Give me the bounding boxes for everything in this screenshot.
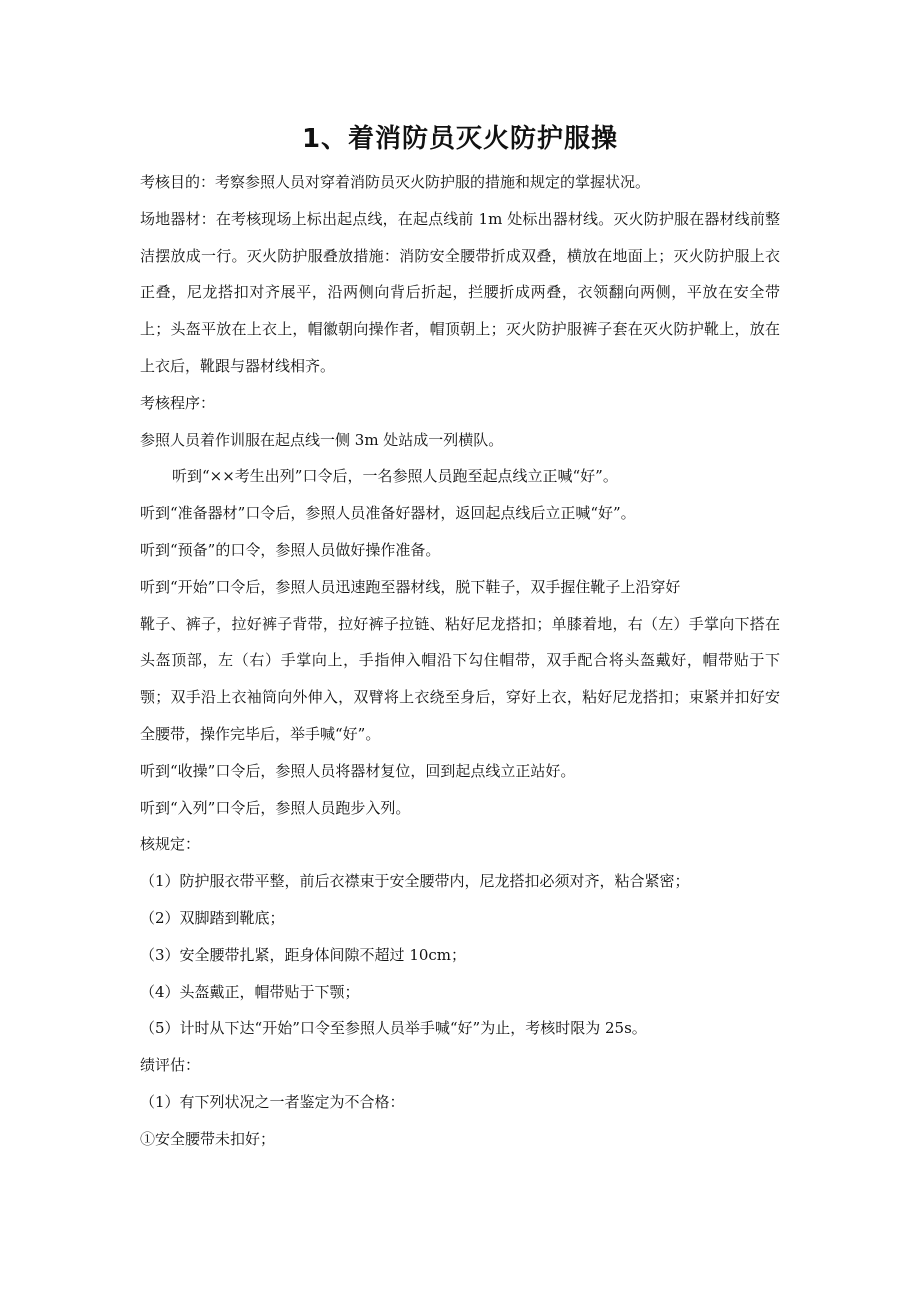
evaluation-item: （1）有下列状况之一者鉴定为不合格： bbox=[140, 1092, 405, 1111]
procedure-step: 听到“收操”口令后，参照人员将器材复位，回到起点线立正站好。 bbox=[140, 761, 576, 780]
document-body bbox=[140, 164, 780, 1158]
heading-procedure: 考核程序： bbox=[140, 393, 216, 412]
procedure-step: 靴子、裤子，拉好裤子背带，拉好裤子拉链、粘好尼龙搭扣；单膝着地，右（左）手掌向下搭在头盔顶部，左（右）手掌向上，手指伸入帽沿下勾住帽带，双手配合将头盔戴好，帽带贴于下颚；双手沿上衣袖筒向外伸入，双臂将上衣绕至身后，穿好上衣，粘好尼龙搭扣；束紧并扣好安全腰带，操作完毕后，举手喊“好”。 bbox=[140, 614, 780, 743]
procedure-step: 听到“预备”的口令，参照人员做好操作准备。 bbox=[140, 540, 441, 559]
page-title: 1、着消防员灭火防护服操 bbox=[301, 124, 619, 154]
procedure-step: 听到“入列”口令后，参照人员跑步入列。 bbox=[140, 798, 411, 817]
procedure-step: 听到“××考生出列”口令后，一名参照人员跑至起点线立正喊“好”。 bbox=[172, 467, 618, 486]
rule-item: （2）双脚踏到靴底； bbox=[140, 908, 285, 927]
heading-evaluation: 绩评估： bbox=[140, 1056, 201, 1075]
rule-item: （3）安全腰带扎紧，距身体间隙不超过 10cm； bbox=[140, 945, 467, 964]
rule-item: （4）头盔戴正，帽带贴于下颚； bbox=[140, 982, 360, 1001]
heading-rules: 核规定： bbox=[140, 835, 201, 854]
rule-item: （1）防护服衣带平整，前后衣襟束于安全腰带内，尼龙搭扣必须对齐，粘合紧密； bbox=[140, 872, 690, 891]
paragraph-venue-equipment: 场地器材：在考核现场上标出起点线，在起点线前 1m 处标出器材线。灭火防护服在器材线前整洁摆放成一行。灭火防护服叠放措施：消防安全腰带折成双叠，横放在地面上；灭火防护服上衣正叠，尼龙搭扣对齐展平，沿两侧向背后折起，拦腰折成两叠，衣领翻向两侧，平放在安全带上；头盔平放在上衣上，帽徽朝向操作者，帽顶朝上；灭火防护服裤子套在灭火防护靴上，放在上衣后，靴跟与器材线相齐。 bbox=[140, 209, 780, 375]
evaluation-item: ①安全腰带未扣好； bbox=[140, 1129, 276, 1148]
paragraph-purpose: 考核目的：考察参照人员对穿着消防员灭火防护服的措施和规定的掌握状况。 bbox=[140, 173, 651, 191]
rule-item: （5）计时从下达“开始”口令至参照人员举手喊“好”为止，考核时限为 25s。 bbox=[140, 1019, 647, 1038]
procedure-step: 参照人员着作训服在起点线一侧 3m 处站成一列横队。 bbox=[140, 430, 504, 449]
procedure-step: 听到“准备器材”口令后，参照人员准备好器材，返回起点线后立正喊“好”。 bbox=[140, 504, 636, 523]
procedure-step: 听到“开始”口令后，参照人员迅速跑至器材线，脱下鞋子，双手握住靴子上沿穿好 bbox=[140, 577, 681, 596]
